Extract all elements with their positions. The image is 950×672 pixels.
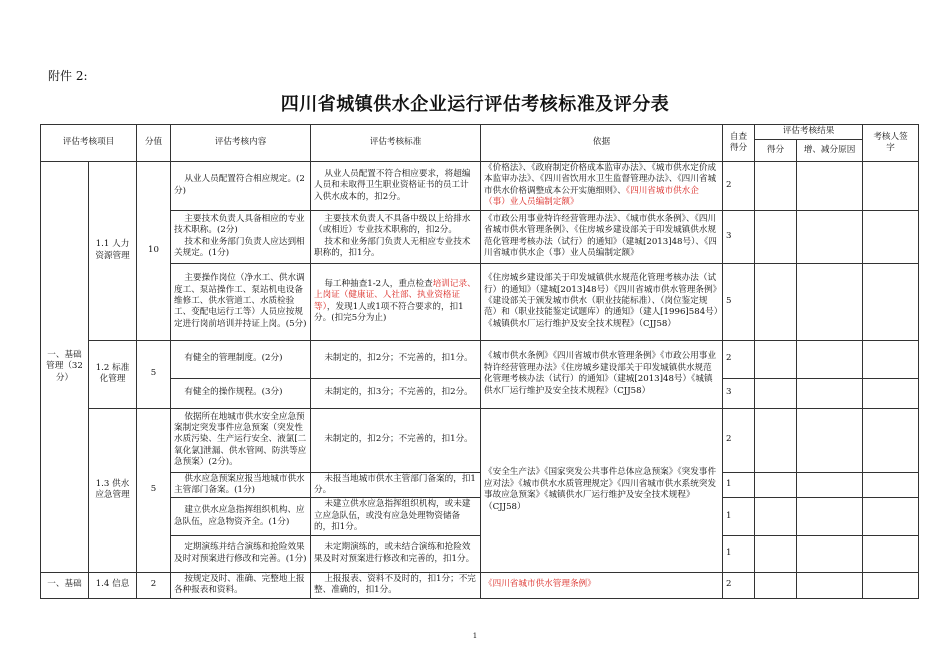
content-cell: 按规定及时、准确、完整地上报各种报表和资料。: [171, 572, 311, 598]
group-label: 1.4 信息: [89, 572, 137, 598]
reason-cell: [797, 572, 863, 598]
reason-cell: [797, 263, 863, 340]
basis-cell: [481, 162, 723, 211]
signer-cell: [863, 498, 919, 535]
table-row: [41, 378, 919, 408]
standard-cell: 未制定的，扣3分；不完善的，扣2分。: [311, 378, 481, 408]
self-score-cell: 1: [723, 472, 755, 498]
signer-cell: [863, 535, 919, 572]
content-cell: 主要操作岗位（净水工、供水调度工、泵站操作工、泵站机电设备维修工、供水管道工、水质检验工、变配电运行工等）人员应按规定进行岗前培训并持证上岗。(5分): [171, 263, 311, 340]
table-row: [41, 162, 919, 211]
group-label: 1.2 标准化管理: [89, 340, 137, 408]
standard-cell: 未制定的，扣2分；不完善的，扣1分。: [311, 340, 481, 378]
reason-cell: [797, 408, 863, 472]
basis-cell: 《住房城乡建设部关于印发城镇供水规范化管理考核办法（试行）的通知》（建城[2013]48号）《四川省城市供水管理条例》《建设部关于颁发城市供水（职业技能标准）、（岗位鉴定规范）和（职业技能鉴定试题库）的通知》（建人[1996]584号）《城镇供水厂运行维护及安全技术规程》（CJJ58）: [481, 263, 723, 340]
self-score-cell: 2: [723, 408, 755, 472]
self-score-cell: 1: [723, 498, 755, 535]
header-reason: 增、减分原因: [797, 140, 863, 162]
table-row: [41, 498, 919, 535]
basis-red-text: 《四川省城市供水企（事）业人员编制定额》: [484, 185, 699, 208]
content-line: 主要技术负责人具备相应的专业技术职称。(2分): [174, 213, 305, 236]
got-cell: [755, 408, 797, 472]
standard-cell: 从业人员配置不符合相应要求，将超编人员和未取得卫生职业资格证书的员工计入供水成本的，扣2分。: [311, 162, 481, 211]
signer-cell: [863, 408, 919, 472]
standard-line: 技术和业务部门负责人无相应专业技术职称的，扣1分。: [314, 236, 471, 259]
table-row: [41, 263, 919, 340]
standard-text: 每工种抽查1-2人，重点检查: [324, 278, 433, 289]
header-content: 评估考核内容: [171, 125, 311, 162]
content-cell: 供水应急预案应报当地城市供水主管部门备案。(1分): [171, 472, 311, 498]
table-row: [41, 210, 919, 263]
standard-red-text: 培训记录、上岗证（健康证、人社部、执业资格证等）: [314, 278, 476, 312]
got-cell: [755, 162, 797, 211]
header-standard: 评估考核标准: [311, 125, 481, 162]
self-score-cell: 5: [723, 263, 755, 340]
standard-cell: 上报报表、资料不及时的，扣1分；不完整、准确的，扣1分。: [311, 572, 481, 598]
signer-cell: [863, 162, 919, 211]
group-label: 1.3 供水应急管理: [89, 408, 137, 572]
table-row: [41, 535, 919, 572]
reason-cell: [797, 498, 863, 535]
reason-cell: [797, 472, 863, 498]
content-line: 技术和业务部门负责人应达到相关规定。(1分): [174, 236, 305, 259]
self-score-cell: 1: [723, 535, 755, 572]
reason-cell: [797, 340, 863, 378]
standard-text: ，发现1人或1项不符合要求的，扣1分。(扣完5分为止): [314, 301, 464, 324]
signer-cell: [863, 263, 919, 340]
table-row: [41, 408, 919, 472]
group-score: 5: [137, 408, 171, 572]
reason-cell: [797, 535, 863, 572]
reason-cell: [797, 210, 863, 263]
reason-cell: [797, 162, 863, 211]
standard-cell: 未定期演练的，或未结合演练和抢险效果及时对预案进行修改和完善的，扣1分。: [311, 535, 481, 572]
header-self-score: 自查得分: [723, 125, 755, 162]
content-cell: 建立供水应急指挥组织机构、应急队伍，应急物资齐全。(1分): [171, 498, 311, 535]
attachment-label: 附件 2:: [48, 69, 88, 83]
self-score-cell: 3: [723, 378, 755, 408]
signer-cell: [863, 210, 919, 263]
standard-cell: 未建立供水应急指挥组织机构，或未建立应急队伍，或没有应急处理物资储备的，扣1分。: [311, 498, 481, 535]
header-basis: 依据: [481, 125, 723, 162]
got-cell: [755, 263, 797, 340]
signer-cell: [863, 378, 919, 408]
table-row: [41, 572, 919, 598]
header-row: [41, 125, 919, 140]
standard-cell: [311, 263, 481, 340]
reason-cell: [797, 378, 863, 408]
table-row: [41, 340, 919, 378]
self-score-cell: 2: [723, 340, 755, 378]
signer-cell: [863, 572, 919, 598]
got-cell: [755, 572, 797, 598]
got-cell: [755, 340, 797, 378]
content-cell: 有健全的管理制度。(2分): [171, 340, 311, 378]
header-got: 得分: [755, 140, 797, 162]
header-item: 评估考核项目: [41, 125, 137, 162]
basis-cell: 《安全生产法》《国家突发公共事件总体应急预案》《突发事件应对法》《城市供水水质管理规定》《四川省城市供水系统突发事故应急预案》《城镇供水厂运行维护及安全技术规程》（CJJ58）: [481, 408, 723, 572]
basis-cell: 《城市供水条例》《四川省城市供水管理条例》《市政公用事业特许经营管理办法》《住房城乡建设部关于印发城镇供水规范化管理考核办法（试行）的通知》（建城[2013]48号）《城镇供水厂运行维护及安全技术规程》（CJJ58）: [481, 340, 723, 408]
got-cell: [755, 210, 797, 263]
standard-line: 主要技术负责人不具备中级以上给排水（或相近）专业技术职称的，扣2分。: [314, 213, 471, 236]
page-number: 1: [472, 632, 478, 640]
document-title: 四川省城镇供水企业运行评估考核标准及评分表: [280, 94, 670, 115]
content-cell: 定期演练并结合演练和抢险效果及时对预案进行修改和完善。(1分): [171, 535, 311, 572]
content-cell: [171, 210, 311, 263]
content-cell: 有健全的操作规程。(3分): [171, 378, 311, 408]
signer-cell: [863, 472, 919, 498]
header-signer: 考核人签 字: [863, 125, 919, 162]
header-score: 分值: [137, 125, 171, 162]
content-cell: 依据所在地城市供水安全应急预案制定突发事件应急预案（突发性水质污染、生产运行安全、液氯[二氧化氯]泄漏、供水管网、防洪等应急预案）(2分)。: [171, 408, 311, 472]
standard-cell: 未制定的，扣2分；不完善的，扣1分。: [311, 408, 481, 472]
table-row: [41, 472, 919, 498]
standard-cell: [311, 210, 481, 263]
category-cell: 一、基础: [41, 572, 89, 598]
signer-cell: [863, 340, 919, 378]
group-label: 1.1 人力资源管理: [89, 162, 137, 341]
basis-cell: 《四川省城市供水管理条例》: [481, 572, 723, 598]
self-score-cell: 2: [723, 162, 755, 211]
basis-text: 《价格法》、《政府制定价格成本监审办法》、《城市供水定价成本监审办法》、《四川省饮用水卫生监督管理办法》、《四川省城市供水价格调整成本公开实施细则》、: [484, 163, 717, 196]
group-score: 10: [137, 162, 171, 341]
got-cell: [755, 498, 797, 535]
got-cell: [755, 535, 797, 572]
category-cell: 一、基础管理（32分）: [41, 162, 89, 573]
group-score: 2: [137, 572, 171, 598]
group-score: 5: [137, 340, 171, 408]
basis-cell: 《市政公用事业特许经营管理办法》、《城市供水条例》、《四川省城市供水管理条例》、《住房城乡建设部关于印发城镇供水规范化管理考核办法（试行）的通知》（建城[2013]48号）、《四川省城市供水企（事）业人员编制定额》: [481, 210, 723, 263]
evaluation-table: [40, 124, 919, 599]
content-cell: 从业人员配置符合相应规定。(2分): [171, 162, 311, 211]
standard-cell: 未报当地城市供水主管部门备案的，扣1分。: [311, 472, 481, 498]
header-results: 评估考核结果: [755, 125, 863, 140]
self-score-cell: 3: [723, 210, 755, 263]
got-cell: [755, 378, 797, 408]
self-score-cell: 2: [723, 572, 755, 598]
got-cell: [755, 472, 797, 498]
